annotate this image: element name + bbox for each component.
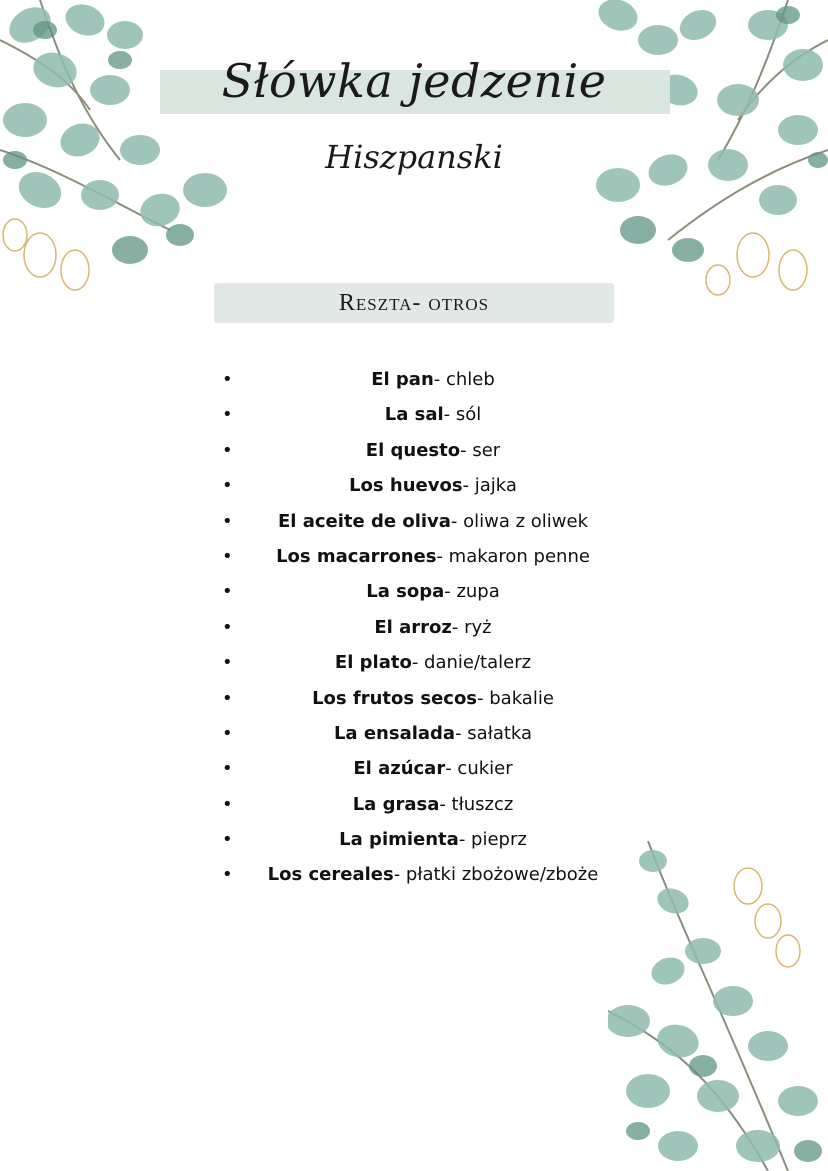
polish-translation: - jajka — [462, 475, 517, 497]
list-item — [216, 787, 626, 822]
section-header — [214, 283, 614, 323]
spanish-word: La pimienta — [339, 829, 459, 851]
spanish-word: Los macarrones — [276, 545, 437, 567]
polish-translation: - pieprz — [458, 829, 527, 851]
polish-translation: - makaron penne — [436, 545, 590, 567]
bullet-icon: • — [222, 510, 233, 532]
list-item — [216, 857, 626, 892]
bullet-icon: • — [222, 581, 233, 603]
polish-translation: - cukier — [445, 758, 513, 780]
spanish-word: El pan — [371, 369, 434, 390]
list-item — [216, 822, 626, 857]
spanish-word: El arroz — [374, 616, 452, 638]
bullet-icon: • — [222, 475, 233, 497]
bullet-icon: • — [222, 404, 233, 426]
list-item — [216, 468, 626, 503]
bullet-icon: • — [222, 439, 233, 461]
page-title: Słówka jedzenie — [221, 54, 607, 108]
bullet-icon: • — [222, 616, 233, 638]
spanish-word: El azúcar — [353, 758, 446, 780]
spanish-word: Los cereales — [267, 864, 394, 886]
list-item — [216, 610, 626, 645]
list-item — [216, 716, 626, 751]
bullet-icon: • — [222, 722, 233, 744]
polish-translation: - tłuszcz — [439, 793, 514, 815]
spanish-word: La sal — [384, 404, 444, 426]
polish-translation: - ryż — [451, 616, 492, 638]
bullet-icon: • — [222, 758, 233, 780]
polish-translation: - sałatka — [455, 722, 533, 744]
polish-translation: - danie/talerz — [411, 652, 532, 674]
bullet-icon: • — [222, 793, 233, 815]
bullet-icon: • — [222, 687, 233, 709]
section-title: Reszta- otros — [338, 289, 490, 316]
eucalyptus-branch-icon — [608, 841, 828, 1171]
list-item — [216, 539, 626, 574]
spanish-word: Los frutos secos — [312, 687, 478, 709]
spanish-word: Los huevos — [349, 475, 463, 497]
spanish-word: La sopa — [366, 581, 445, 603]
spanish-word: El plato — [334, 652, 412, 674]
vocabulary-list — [216, 362, 626, 893]
bullet-icon: • — [222, 545, 233, 567]
polish-translation: - zupa — [444, 581, 500, 603]
polish-translation: - oliwa z oliwek — [450, 510, 589, 532]
polish-translation: - płatki zbożowe/zboże — [393, 864, 599, 886]
list-item — [216, 397, 626, 432]
list-item — [216, 751, 626, 786]
list-item — [216, 362, 626, 397]
polish-translation: - sól — [443, 404, 482, 426]
polish-translation: - bakalie — [477, 687, 554, 709]
bullet-icon: • — [222, 369, 233, 390]
page-subtitle: Hiszpanski — [325, 138, 503, 176]
spanish-word: El questo — [365, 439, 461, 461]
list-item — [216, 433, 626, 468]
list-item — [216, 504, 626, 539]
bullet-icon: • — [222, 652, 233, 674]
list-item — [216, 645, 626, 680]
list-item — [216, 681, 626, 716]
spanish-word: La grasa — [352, 793, 440, 815]
bullet-icon: • — [222, 829, 233, 851]
spanish-word: La ensalada — [333, 722, 456, 744]
list-item — [216, 574, 626, 609]
polish-translation: - ser — [460, 439, 501, 461]
spanish-word: El aceite de oliva — [277, 510, 451, 532]
bullet-icon: • — [222, 864, 233, 886]
polish-translation: - chleb — [433, 369, 495, 390]
